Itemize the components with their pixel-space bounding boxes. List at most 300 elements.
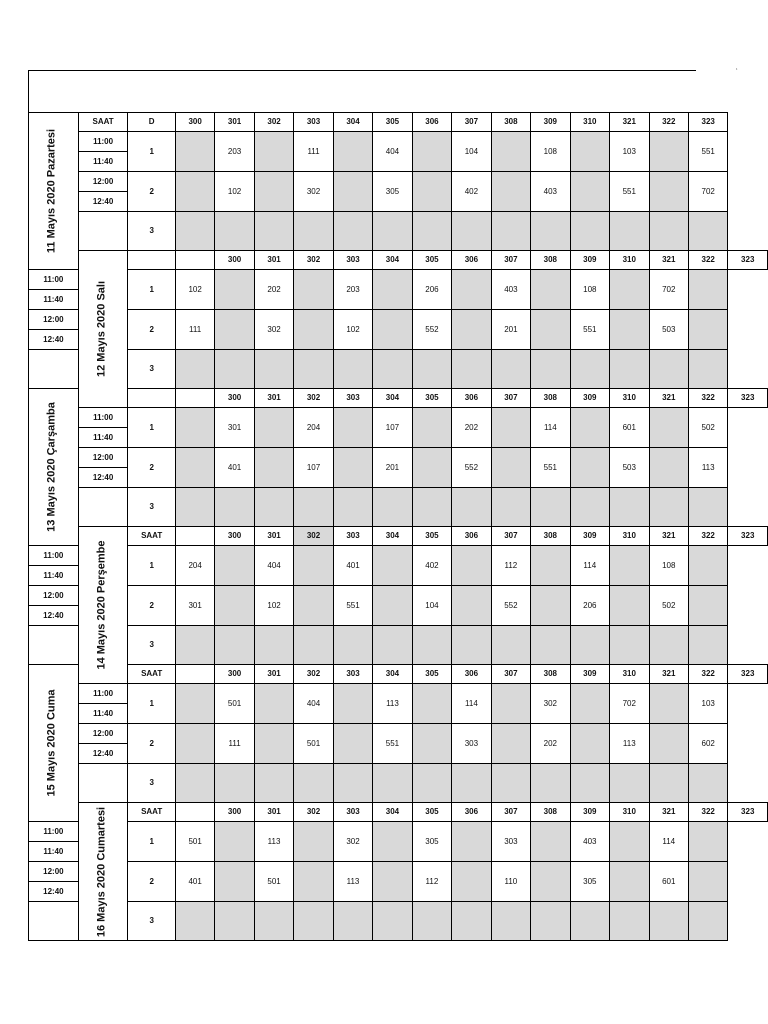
slot-row-empty xyxy=(29,350,768,389)
room-header: 305 xyxy=(412,251,451,270)
schedule-cell xyxy=(254,724,293,764)
room-header: 322 xyxy=(688,665,727,684)
room-header: 310 xyxy=(610,251,649,270)
day-header-row xyxy=(29,665,768,684)
schedule-cell xyxy=(373,764,412,803)
schedule-cell: 114 xyxy=(649,822,688,862)
schedule-cell xyxy=(333,764,372,803)
schedule-cell: 104 xyxy=(412,586,451,626)
schedule-cell xyxy=(570,132,609,172)
schedule-cell xyxy=(373,310,412,350)
schedule-cell xyxy=(649,212,688,251)
schedule-cell xyxy=(491,902,530,941)
slot-row-empty xyxy=(29,212,768,251)
room-header: 305 xyxy=(373,113,412,132)
schedule-cell xyxy=(294,350,333,389)
slot-number: 1 xyxy=(128,822,175,862)
slot-time-empty xyxy=(29,350,79,389)
slot-time-empty xyxy=(78,488,128,527)
slot-number: 3 xyxy=(128,764,175,803)
schedule-cell: 202 xyxy=(254,270,293,310)
slot-row-top xyxy=(29,862,768,882)
day-label-cell xyxy=(29,665,79,822)
schedule-cell: 113 xyxy=(610,724,649,764)
schedule-cell xyxy=(333,724,372,764)
schedule-cell: 301 xyxy=(175,586,214,626)
schedule-cell: 204 xyxy=(294,408,333,448)
schedule-cell xyxy=(688,626,727,665)
schedule-cell: 404 xyxy=(254,546,293,586)
schedule-cell xyxy=(649,350,688,389)
day-label-wrap xyxy=(29,123,75,260)
day-label-wrap xyxy=(79,803,125,940)
schedule-cell xyxy=(452,822,491,862)
slot-row-top xyxy=(29,724,768,744)
room-header: 304 xyxy=(373,665,412,684)
slot-end-time: 12:40 xyxy=(29,882,79,902)
schedule-cell xyxy=(610,488,649,527)
room-header: 304 xyxy=(373,251,412,270)
schedule-cell xyxy=(570,902,609,941)
room-header: 322 xyxy=(688,389,727,408)
schedule-cell xyxy=(491,350,530,389)
schedule-cell xyxy=(610,546,649,586)
room-header: 306 xyxy=(452,803,491,822)
day-title: 14 Mayıs 2020 Perşembe xyxy=(95,540,108,670)
schedule-cell xyxy=(373,488,412,527)
slot-row-empty xyxy=(29,626,768,665)
slot-time-empty xyxy=(78,212,128,251)
room-header: 308 xyxy=(531,803,570,822)
room-header: 308 xyxy=(491,113,530,132)
room-header: 307 xyxy=(491,527,530,546)
slot-number: 1 xyxy=(128,408,175,448)
day-label-cell xyxy=(78,527,128,684)
schedule-cell xyxy=(688,212,727,251)
schedule-cell xyxy=(373,212,412,251)
slot-end-time: 12:40 xyxy=(78,192,128,212)
schedule-cell xyxy=(570,408,609,448)
schedule-cell: 302 xyxy=(531,684,570,724)
schedule-cell: 305 xyxy=(412,822,451,862)
schedule-cell xyxy=(491,684,530,724)
schedule-cell xyxy=(373,626,412,665)
schedule-cell xyxy=(649,132,688,172)
schedule-cell xyxy=(294,626,333,665)
schedule-cell xyxy=(294,862,333,902)
schedule-cell xyxy=(610,626,649,665)
schedule-cell xyxy=(452,546,491,586)
slot-number: 2 xyxy=(128,862,175,902)
schedule-cell xyxy=(333,626,372,665)
schedule-cell xyxy=(688,488,727,527)
schedule-cell: 551 xyxy=(688,132,727,172)
schedule-cell xyxy=(254,408,293,448)
schedule-cell xyxy=(531,764,570,803)
schedule-cell xyxy=(531,546,570,586)
day-label-wrap xyxy=(29,675,75,812)
room-header: 307 xyxy=(452,113,491,132)
schedule-cell: 551 xyxy=(373,724,412,764)
schedule-cell xyxy=(649,172,688,212)
schedule-cell xyxy=(215,902,254,941)
slot-start-time: 11:00 xyxy=(29,822,79,842)
slot-number: 2 xyxy=(128,586,175,626)
room-header: 306 xyxy=(452,665,491,684)
schedule-cell xyxy=(412,448,451,488)
room-header: 323 xyxy=(728,665,768,684)
exam-schedule-table xyxy=(28,112,768,941)
schedule-cell xyxy=(254,448,293,488)
day-header-row xyxy=(29,389,768,408)
schedule-cell: 702 xyxy=(610,684,649,724)
slot-start-time: 12:00 xyxy=(78,172,128,192)
schedule-cell xyxy=(531,822,570,862)
day-header-row xyxy=(29,251,768,270)
d-header xyxy=(175,251,214,270)
schedule-cell xyxy=(649,626,688,665)
schedule-cell xyxy=(175,448,214,488)
room-header: 310 xyxy=(570,113,609,132)
room-header: 302 xyxy=(294,251,333,270)
schedule-cell xyxy=(175,212,214,251)
room-header: 323 xyxy=(728,251,768,270)
schedule-cell: 502 xyxy=(649,586,688,626)
schedule-cell xyxy=(491,488,530,527)
day-label-wrap xyxy=(29,399,75,536)
schedule-cell xyxy=(570,212,609,251)
schedule-cell xyxy=(570,448,609,488)
day-label-cell xyxy=(29,113,79,270)
schedule-cell: 114 xyxy=(570,546,609,586)
room-header: 307 xyxy=(491,665,530,684)
schedule-cell xyxy=(610,270,649,310)
saat-header xyxy=(128,251,175,270)
schedule-cell: 501 xyxy=(294,724,333,764)
slot-start-time: 12:00 xyxy=(78,724,128,744)
schedule-cell: 203 xyxy=(333,270,372,310)
schedule-cell xyxy=(215,764,254,803)
schedule-cell xyxy=(412,764,451,803)
schedule-cell: 107 xyxy=(373,408,412,448)
schedule-cell xyxy=(175,408,214,448)
schedule-cell xyxy=(373,862,412,902)
schedule-cell xyxy=(294,488,333,527)
slot-number: 3 xyxy=(128,350,175,389)
schedule-cell xyxy=(333,212,372,251)
slot-end-time: 11:40 xyxy=(29,566,79,586)
d-header xyxy=(175,389,214,408)
schedule-cell xyxy=(610,212,649,251)
schedule-cell xyxy=(531,350,570,389)
schedule-cell: 203 xyxy=(215,132,254,172)
room-header: 321 xyxy=(610,113,649,132)
room-header: 300 xyxy=(215,251,254,270)
schedule-cell xyxy=(570,626,609,665)
schedule-cell xyxy=(649,448,688,488)
schedule-cell xyxy=(452,212,491,251)
schedule-cell xyxy=(491,626,530,665)
slot-row-top xyxy=(29,270,768,290)
schedule-cell: 110 xyxy=(491,862,530,902)
day-title: 16 Mayıs 2020 Cumartesi xyxy=(95,806,108,937)
room-header: 301 xyxy=(254,527,293,546)
slot-row-empty xyxy=(29,764,768,803)
schedule-cell xyxy=(373,270,412,310)
room-header: 301 xyxy=(215,113,254,132)
room-header: 310 xyxy=(610,527,649,546)
room-header: 308 xyxy=(531,665,570,684)
schedule-cell xyxy=(412,172,451,212)
schedule-cell xyxy=(333,408,372,448)
schedule-cell: 404 xyxy=(373,132,412,172)
slot-number: 2 xyxy=(128,172,175,212)
schedule-cell xyxy=(254,488,293,527)
room-header: 303 xyxy=(294,113,333,132)
schedule-cell xyxy=(412,684,451,724)
slot-end-time: 11:40 xyxy=(78,704,128,724)
schedule-cell: 302 xyxy=(333,822,372,862)
schedule-cell xyxy=(254,764,293,803)
day-label-wrap xyxy=(79,537,125,674)
room-header: 323 xyxy=(728,527,768,546)
schedule-cell: 303 xyxy=(452,724,491,764)
room-header: 300 xyxy=(215,803,254,822)
room-header: 302 xyxy=(254,113,293,132)
schedule-cell: 102 xyxy=(333,310,372,350)
schedule-cell xyxy=(294,764,333,803)
schedule-cell: 112 xyxy=(491,546,530,586)
schedule-cell xyxy=(688,862,727,902)
room-header: 323 xyxy=(728,389,768,408)
schedule-cell xyxy=(294,902,333,941)
slot-row-top xyxy=(29,684,768,704)
schedule-cell xyxy=(688,270,727,310)
room-header: 301 xyxy=(254,251,293,270)
schedule-cell xyxy=(175,172,214,212)
room-header: 323 xyxy=(688,113,727,132)
room-header: 305 xyxy=(412,803,451,822)
schedule-cell: 104 xyxy=(452,132,491,172)
room-header: 307 xyxy=(491,251,530,270)
schedule-cell: 402 xyxy=(412,546,451,586)
slot-start-time: 11:00 xyxy=(29,546,79,566)
slot-start-time: 11:00 xyxy=(78,408,128,428)
day-label-cell xyxy=(78,251,128,408)
schedule-cell xyxy=(491,448,530,488)
schedule-cell xyxy=(688,310,727,350)
slot-end-time: 11:40 xyxy=(29,842,79,862)
schedule-cell xyxy=(491,132,530,172)
room-header: 309 xyxy=(570,803,609,822)
schedule-cell xyxy=(254,626,293,665)
schedule-cell xyxy=(254,212,293,251)
slot-start-time: 11:00 xyxy=(78,684,128,704)
schedule-cell xyxy=(333,902,372,941)
schedule-cell xyxy=(452,862,491,902)
schedule-cell: 305 xyxy=(570,862,609,902)
room-header: 323 xyxy=(728,803,768,822)
schedule-cell xyxy=(610,350,649,389)
d-header: D xyxy=(128,113,175,132)
schedule-cell: 202 xyxy=(531,724,570,764)
slot-start-time: 12:00 xyxy=(29,586,79,606)
schedule-cell: 501 xyxy=(175,822,214,862)
schedule-cell xyxy=(175,684,214,724)
slot-end-time: 11:40 xyxy=(29,290,79,310)
room-header: 321 xyxy=(649,527,688,546)
slot-row-top xyxy=(29,822,768,842)
schedule-cell xyxy=(412,350,451,389)
schedule-cell xyxy=(610,764,649,803)
day-title: 12 Mayıs 2020 Salı xyxy=(95,280,108,378)
schedule-cell xyxy=(570,684,609,724)
schedule-cell xyxy=(688,350,727,389)
schedule-cell xyxy=(531,488,570,527)
slot-row-top xyxy=(29,132,768,152)
slot-time-empty xyxy=(78,764,128,803)
room-header: 305 xyxy=(412,527,451,546)
room-header: 303 xyxy=(333,665,372,684)
room-header: 304 xyxy=(373,527,412,546)
slot-start-time: 12:00 xyxy=(29,310,79,330)
schedule-cell: 401 xyxy=(175,862,214,902)
room-header: 321 xyxy=(649,665,688,684)
schedule-cell: 108 xyxy=(570,270,609,310)
room-header: 304 xyxy=(373,803,412,822)
schedule-cell xyxy=(491,212,530,251)
d-header xyxy=(175,527,214,546)
schedule-cell xyxy=(294,586,333,626)
schedule-cell xyxy=(333,350,372,389)
room-header: 321 xyxy=(649,803,688,822)
schedule-cell xyxy=(412,408,451,448)
schedule-cell xyxy=(570,724,609,764)
day-header-row xyxy=(29,527,768,546)
schedule-cell xyxy=(412,724,451,764)
schedule-cell xyxy=(688,902,727,941)
schedule-cell xyxy=(649,684,688,724)
day-header-row xyxy=(29,803,768,822)
schedule-cell xyxy=(452,270,491,310)
schedule-cell: 503 xyxy=(649,310,688,350)
schedule-cell: 102 xyxy=(175,270,214,310)
slot-row-empty xyxy=(29,902,768,941)
schedule-cell xyxy=(175,626,214,665)
schedule-cell xyxy=(215,862,254,902)
schedule-cell xyxy=(215,310,254,350)
slot-row-empty xyxy=(29,488,768,527)
slot-number: 3 xyxy=(128,902,175,941)
schedule-cell xyxy=(452,488,491,527)
schedule-cell: 702 xyxy=(688,172,727,212)
schedule-cell xyxy=(175,724,214,764)
room-header: 310 xyxy=(610,803,649,822)
schedule-cell xyxy=(610,902,649,941)
schedule-cell xyxy=(452,310,491,350)
room-header: 321 xyxy=(649,251,688,270)
schedule-cell: 551 xyxy=(610,172,649,212)
schedule-cell: 551 xyxy=(531,448,570,488)
schedule-cell xyxy=(333,172,372,212)
saat-header: SAAT xyxy=(128,803,175,822)
schedule-cell xyxy=(610,822,649,862)
schedule-cell xyxy=(610,310,649,350)
schedule-cell xyxy=(254,350,293,389)
room-header: 303 xyxy=(333,251,372,270)
room-header: 303 xyxy=(333,803,372,822)
schedule-cell xyxy=(215,626,254,665)
schedule-cell xyxy=(175,764,214,803)
schedule-cell xyxy=(649,764,688,803)
schedule-cell xyxy=(688,764,727,803)
schedule-cell xyxy=(215,212,254,251)
schedule-cell xyxy=(412,626,451,665)
schedule-cell xyxy=(294,822,333,862)
schedule-cell xyxy=(294,212,333,251)
schedule-cell: 114 xyxy=(531,408,570,448)
schedule-cell: 107 xyxy=(294,448,333,488)
slot-number: 2 xyxy=(128,310,175,350)
stray-mark: ‘ xyxy=(736,68,738,75)
schedule-cell xyxy=(491,764,530,803)
schedule-cell: 202 xyxy=(452,408,491,448)
schedule-cell: 206 xyxy=(570,586,609,626)
schedule-cell: 552 xyxy=(412,310,451,350)
room-header: 322 xyxy=(688,803,727,822)
room-header: 300 xyxy=(215,665,254,684)
day-label-wrap xyxy=(79,261,125,398)
room-header: 306 xyxy=(412,113,451,132)
schedule-cell xyxy=(175,132,214,172)
room-header: 310 xyxy=(610,389,649,408)
room-header: 309 xyxy=(531,113,570,132)
schedule-cell: 502 xyxy=(688,408,727,448)
schedule-cell xyxy=(373,350,412,389)
schedule-cell: 305 xyxy=(373,172,412,212)
schedule-cell: 552 xyxy=(452,448,491,488)
schedule-cell: 551 xyxy=(570,310,609,350)
room-header: 308 xyxy=(531,527,570,546)
schedule-cell xyxy=(294,310,333,350)
slot-end-time: 12:40 xyxy=(78,744,128,764)
schedule-cell xyxy=(570,488,609,527)
schedule-cell: 108 xyxy=(649,546,688,586)
schedule-cell xyxy=(175,488,214,527)
schedule-cell: 602 xyxy=(688,724,727,764)
slot-number: 3 xyxy=(128,626,175,665)
schedule-cell xyxy=(570,764,609,803)
schedule-cell: 501 xyxy=(215,684,254,724)
schedule-cell xyxy=(491,408,530,448)
schedule-cell: 204 xyxy=(175,546,214,586)
schedule-cell: 103 xyxy=(688,684,727,724)
schedule-cell xyxy=(452,764,491,803)
schedule-cell: 404 xyxy=(294,684,333,724)
schedule-cell xyxy=(412,488,451,527)
room-header: 306 xyxy=(452,527,491,546)
schedule-cell: 552 xyxy=(491,586,530,626)
schedule-cell xyxy=(688,546,727,586)
schedule-cell xyxy=(531,902,570,941)
room-header: 309 xyxy=(570,665,609,684)
room-header: 306 xyxy=(452,389,491,408)
schedule-cell xyxy=(649,408,688,448)
slot-end-time: 12:40 xyxy=(29,606,79,626)
slot-number: 3 xyxy=(128,488,175,527)
schedule-cell: 401 xyxy=(333,546,372,586)
schedule-cell xyxy=(412,212,451,251)
